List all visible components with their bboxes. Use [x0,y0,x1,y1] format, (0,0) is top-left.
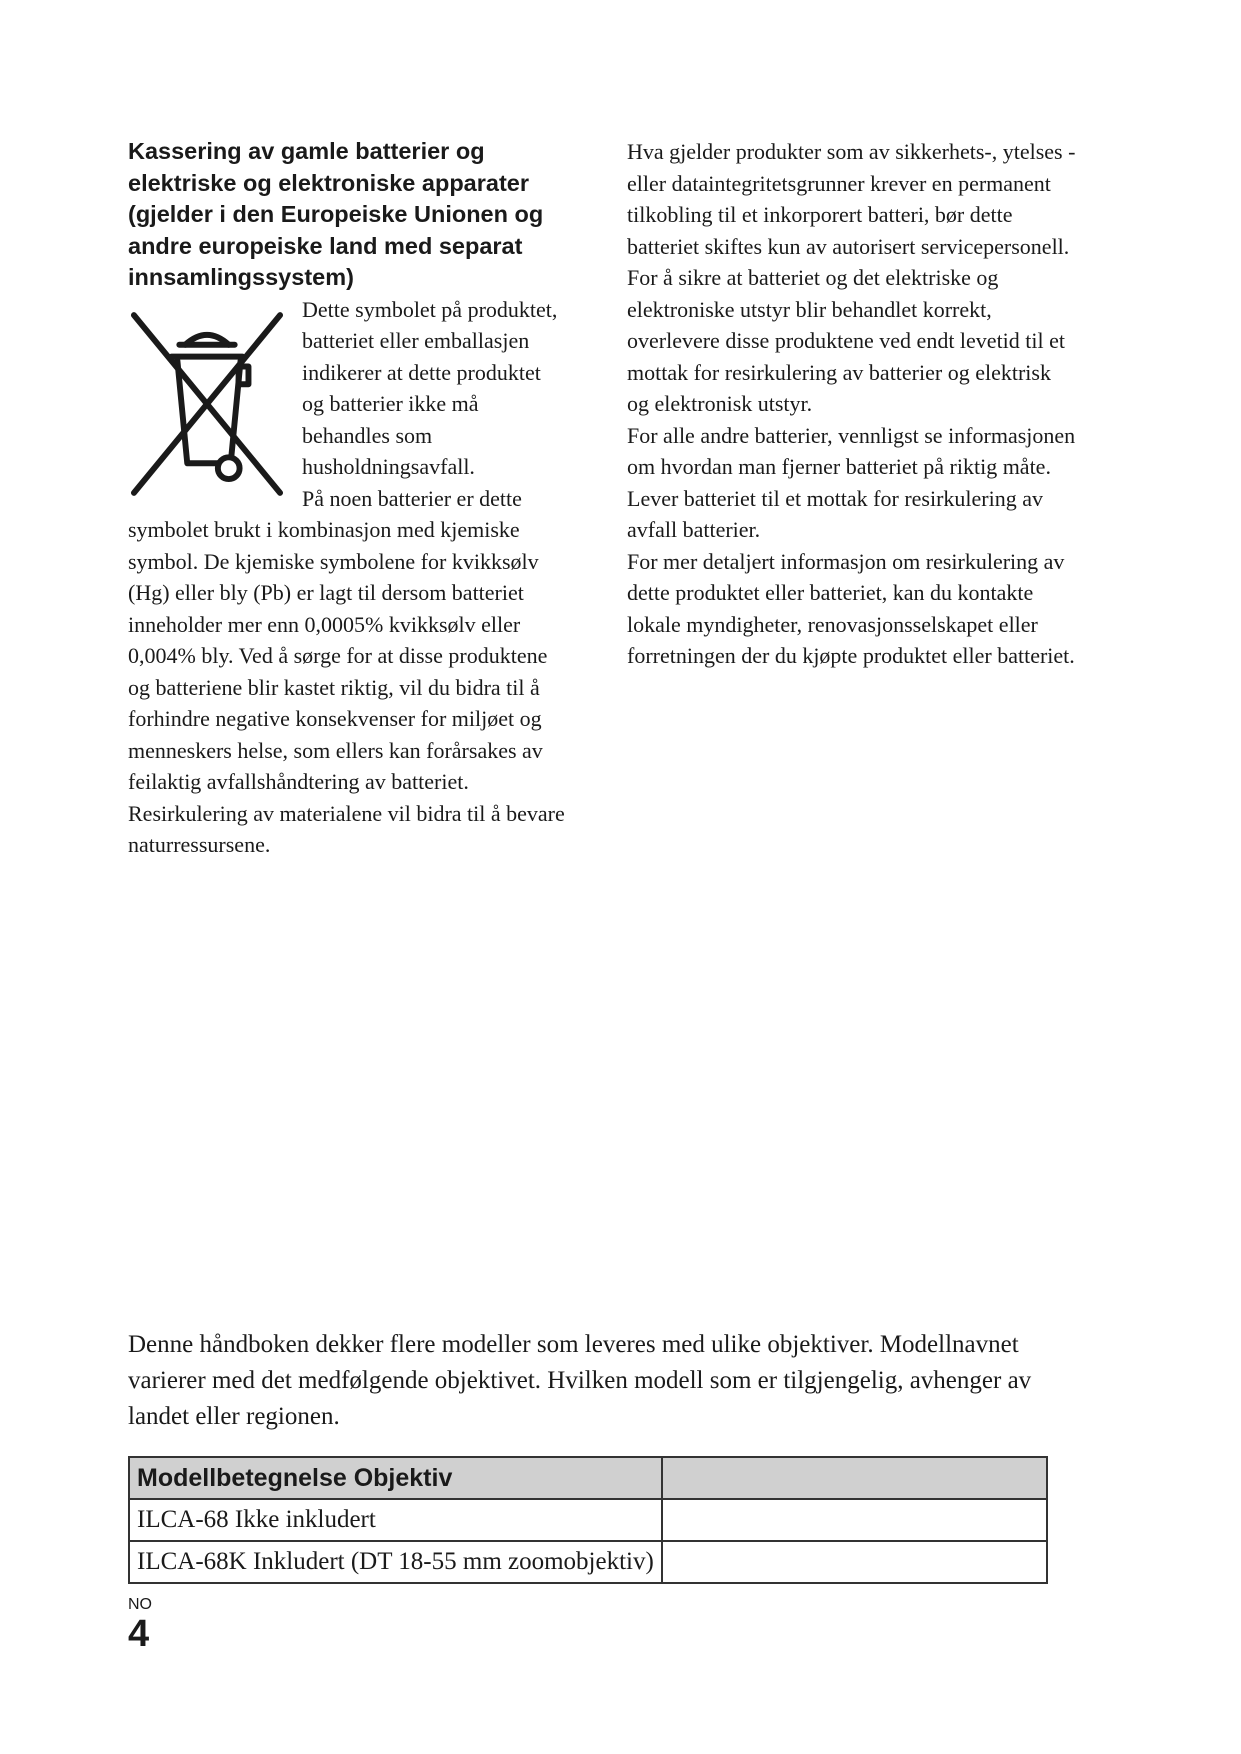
disposal-body-right-1: Hva gjelder produkter som av sikkerhets-, ytelses - eller dataintegritetsgrunner krever en permanent tilkobling til et inkorporert batteri, bør dette batteriet skiftes kun av autorisert servicepersonell. For å sikre at batteriet og det elektriske og elektroniske utstyr blir behandlet korrekt, overlevere disse produktene ved endt levetid til et mottak for resirkulering av batterier og elektrisk og elektronisk utstyr. [627,139,1076,416]
table-header-row [129,1457,1047,1499]
disposal-heading: Kassering av gamle batterier og elektriske og elektroniske apparater (gjelder i den Europeiske Unionen og andre europeiske land med separat innsamlingssystem) [128,138,544,290]
table-row [129,1499,1047,1541]
left-column [128,136,568,861]
symbol-description: Dette symbolet på produktet, batteriet eller emballasjen indikerer at dette produktet og batterier ikke må behandles som husholdningsavfall. [302,296,558,479]
symbol-block [128,294,568,483]
table-header-cell: Modellbetegnelse Objektiv [129,1457,662,1499]
table-cell-empty [662,1499,1047,1541]
table-cell: ILCA-68K Inkludert (DT 18-55 mm zoomobjektiv) [129,1541,662,1583]
table-cell-empty [662,1541,1047,1583]
crossed-out-wheelie-bin-icon [128,304,286,504]
disposal-body-left-2: Resirkulering av materialene vil bidra til å bevare naturressursene. [128,800,565,857]
model-table [128,1456,1048,1584]
table-header-empty [662,1457,1047,1499]
page-number: 4 [128,1613,150,1655]
table-row [129,1541,1047,1583]
disposal-body-left: På noen batterier er dette symbolet brukt i kombinasjon med kjemiske symbol. De kjemiske symbolene for kvikksølv (Hg) eller bly (Pb) er lagt til dersom batteriet inneholder mer enn 0,0005% kvikksølv eller 0,004% bly. Ved å sørge for at disse produktene og batteriene blir kastet riktig, vil du bidra til å forhindre negative konsekvenser for miljøet og menneskers helse, som ellers kan forårsakes av feilaktig avfallshåndtering av batteriet. [128,485,548,794]
right-column [627,136,1077,672]
language-code: NO [128,1596,152,1613]
disposal-body-right-3: For mer detaljert informasjon om resirkulering av dette produktet eller batteriet, kan du kontakte lokale myndigheter, renovasjonsselskapet eller forretningen der du kjøpte produktet eller batteriet. [627,548,1075,668]
disposal-body-right-2: For alle andre batterier, vennligst se informasjonen om hvordan man fjerner batteriet på riktig måte. Lever batteriet til et mottak for resirkulering av avfall batterier. [627,422,1076,542]
page-footer [128,1596,152,1654]
table-cell: ILCA-68 Ikke inkludert [129,1499,662,1541]
models-intro: Denne håndboken dekker flere modeller som leveres med ulike objektiver. Modellnavnet varierer med det medfølgende objektivet. Hvilken modell som er tilgjengelig, avhenger av landet eller regionen. [128,1331,1032,1430]
